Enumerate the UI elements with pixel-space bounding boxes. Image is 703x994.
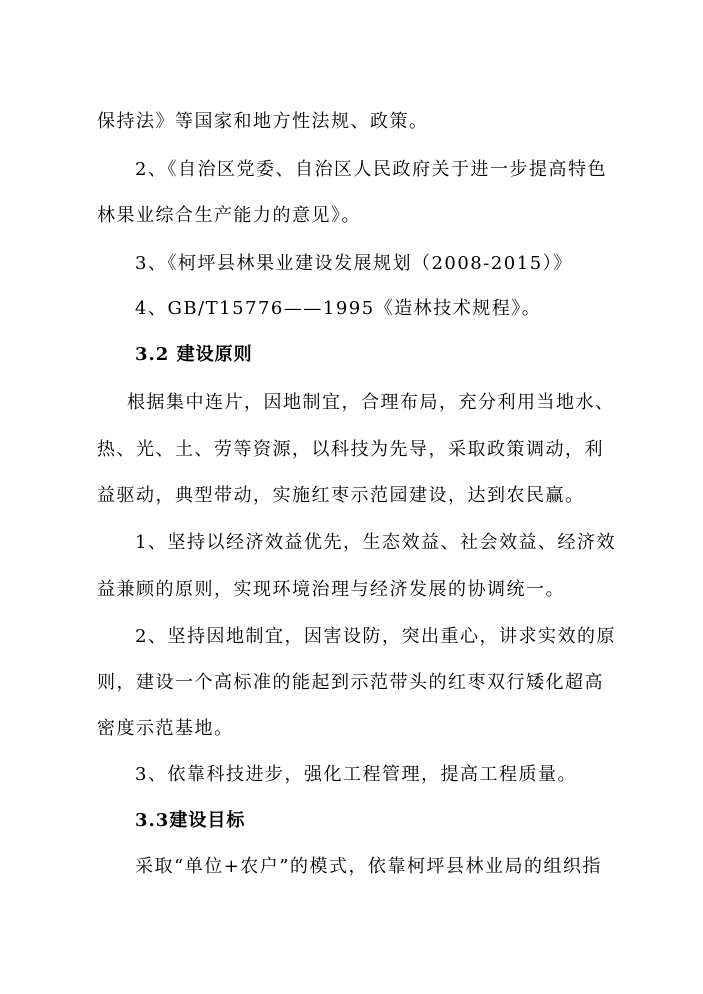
text-line-11: 2、坚持因地制宜，因害设防，突出重心，讲求实效的原	[135, 626, 616, 647]
text-line-5: 4、GB/T15776——1995《造林技术规程》。	[135, 298, 542, 319]
text-line-15: 采取“单位+农户”的模式，依靠柯坪县林业局的组织指	[135, 856, 602, 877]
text-line-8: 益驱动，典型带动，实施红枣示范园建设，达到农民赢。	[97, 485, 585, 506]
text-line-6: 根据集中连片，因地制宜，合理布局，充分利用当地水、	[127, 392, 615, 413]
text-line-2: 2、《自治区党委、自治区人民政府关于进一步提高特色	[135, 159, 607, 180]
text-line-9: 1、坚持以经济效益优先，生态效益、社会效益、经济效	[135, 532, 616, 553]
text-line-3: 林果业综合生产能力的意见》。	[97, 205, 361, 226]
text-line-13: 密度示范基地。	[97, 718, 234, 739]
text-line-1: 保持法》等国家和地方性法规、政策。	[97, 111, 429, 132]
section-heading-goals: 3.3建设目标	[135, 810, 246, 831]
text-line-10: 益兼顾的原则，实现环境治理与经济发展的协调统一。	[97, 579, 565, 600]
section-heading-principles: 3.2 建设原则	[135, 344, 253, 365]
text-line-12: 则，建设一个高标准的能起到示范带头的红枣双行矮化超高	[97, 672, 604, 693]
text-line-7: 热、光、土、劳等资源，以科技为先导，采取政策调动，利	[97, 439, 604, 460]
text-line-14: 3、依靠科技进步，强化工程管理，提高工程质量。	[135, 764, 577, 785]
text-line-4: 3、《柯坪县林果业建设发展规划（2008-2015）》	[135, 253, 573, 274]
